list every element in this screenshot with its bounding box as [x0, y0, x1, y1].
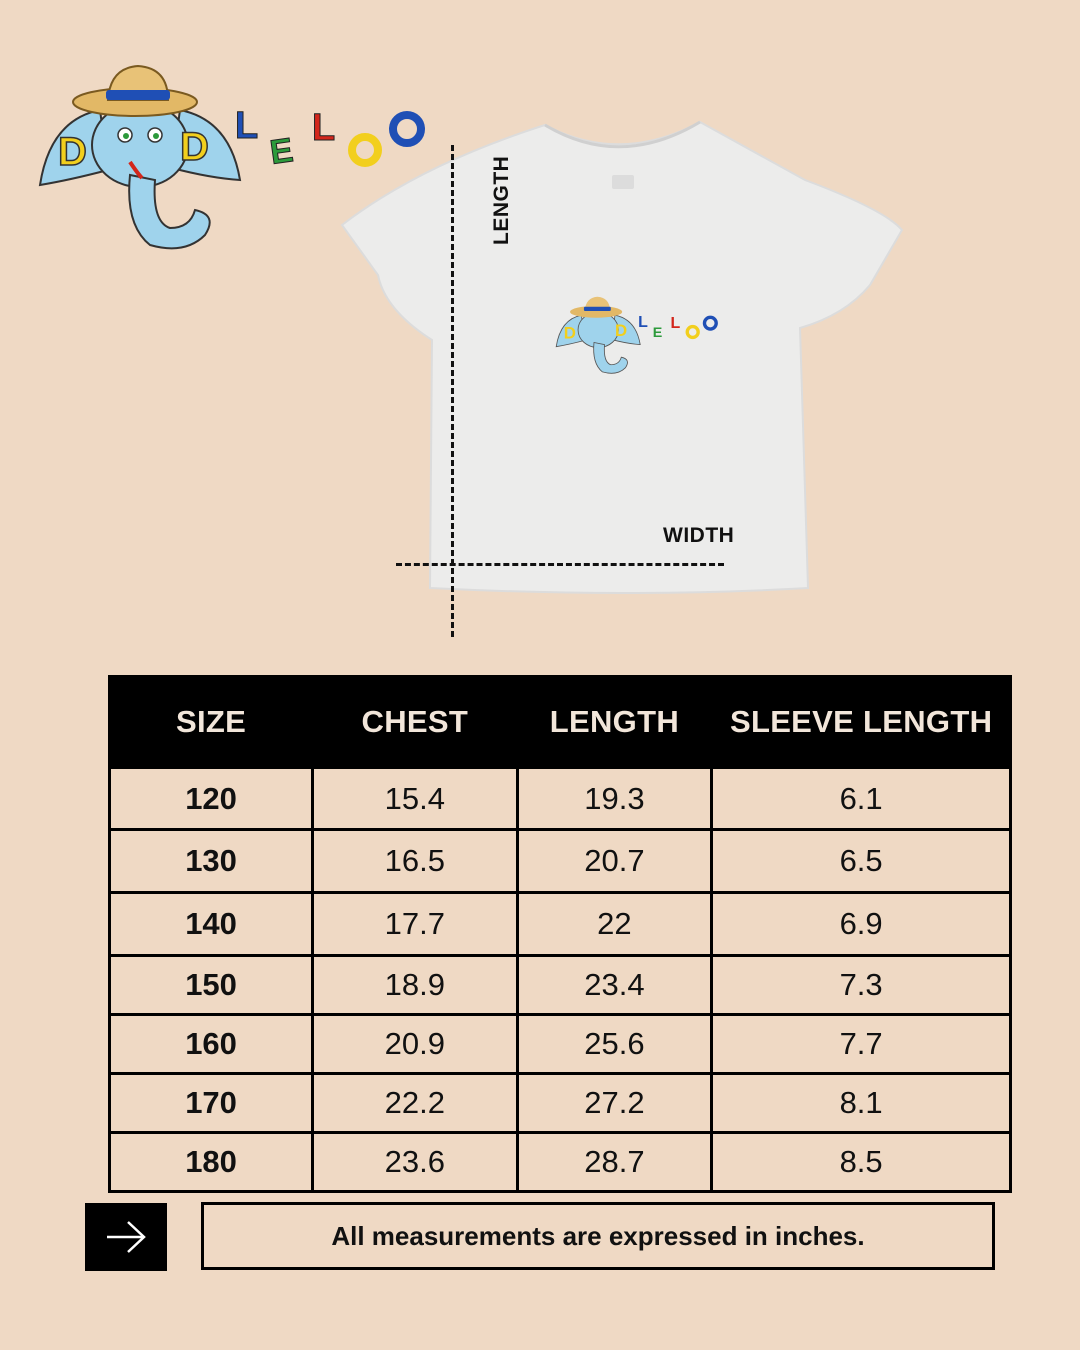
- size-chart-table: [108, 675, 1012, 1193]
- header-sleeve-length: SLEEVE LENGTH: [712, 677, 1011, 768]
- table-row: [110, 1074, 1011, 1133]
- table-row: [110, 1133, 1011, 1192]
- svg-text:L: L: [312, 107, 336, 149]
- sleeve-cell: 8.5: [712, 1133, 1011, 1192]
- table-row: [110, 893, 1011, 956]
- width-label: WIDTH: [663, 524, 735, 547]
- table-header-row: [110, 677, 1011, 768]
- sleeve-cell: 6.5: [712, 830, 1011, 893]
- chest-cell: 20.9: [313, 1015, 517, 1074]
- svg-text:E: E: [652, 325, 663, 342]
- chest-cell: 15.4: [313, 768, 517, 830]
- shirt-diagram: [330, 110, 920, 650]
- length-cell: 27.2: [517, 1074, 712, 1133]
- length-cell: 20.7: [517, 830, 712, 893]
- size-cell: 130: [110, 830, 313, 893]
- chest-cell: 16.5: [313, 830, 517, 893]
- chest-cell: 17.7: [313, 893, 517, 956]
- sleeve-cell: 7.3: [712, 956, 1011, 1015]
- table-row: [110, 956, 1011, 1015]
- chest-cell: 23.6: [313, 1133, 517, 1192]
- sleeve-cell: 8.1: [712, 1074, 1011, 1133]
- size-cell: 140: [110, 893, 313, 956]
- header-chest: CHEST: [313, 677, 517, 768]
- chest-cell: 22.2: [313, 1074, 517, 1133]
- table-row: [110, 768, 1011, 830]
- header-size: SIZE: [110, 677, 313, 768]
- chest-cell: 18.9: [313, 956, 517, 1015]
- measurement-note: All measurements are expressed in inches.: [201, 1202, 995, 1270]
- length-cell: 25.6: [517, 1015, 712, 1074]
- sleeve-cell: 7.7: [712, 1015, 1011, 1074]
- svg-text:D: D: [615, 321, 628, 341]
- size-cell: 180: [110, 1133, 313, 1192]
- t-shirt-icon: [330, 110, 920, 650]
- header-length: LENGTH: [517, 677, 712, 768]
- length-cell: 22: [517, 893, 712, 956]
- sleeve-cell: 6.1: [712, 768, 1011, 830]
- svg-text:L: L: [670, 314, 681, 332]
- length-cell: 28.7: [517, 1133, 712, 1192]
- sleeve-cell: 6.9: [712, 893, 1011, 956]
- svg-text:L: L: [235, 105, 259, 147]
- next-button[interactable]: [85, 1203, 167, 1271]
- svg-text:D: D: [180, 125, 209, 169]
- size-cell: 150: [110, 956, 313, 1015]
- svg-text:D: D: [563, 323, 576, 343]
- svg-text:D: D: [58, 130, 87, 174]
- arrow-right-icon: [104, 1219, 148, 1255]
- size-cell: 170: [110, 1074, 313, 1133]
- svg-text:L: L: [638, 313, 648, 331]
- size-cell: 120: [110, 768, 313, 830]
- length-cell: 23.4: [517, 956, 712, 1015]
- width-dashed-line: [396, 563, 724, 566]
- svg-text:E: E: [267, 131, 296, 172]
- length-label: LENGTH: [490, 155, 513, 245]
- length-cell: 19.3: [517, 768, 712, 830]
- table-row: [110, 830, 1011, 893]
- size-cell: 160: [110, 1015, 313, 1074]
- table-row: [110, 1015, 1011, 1074]
